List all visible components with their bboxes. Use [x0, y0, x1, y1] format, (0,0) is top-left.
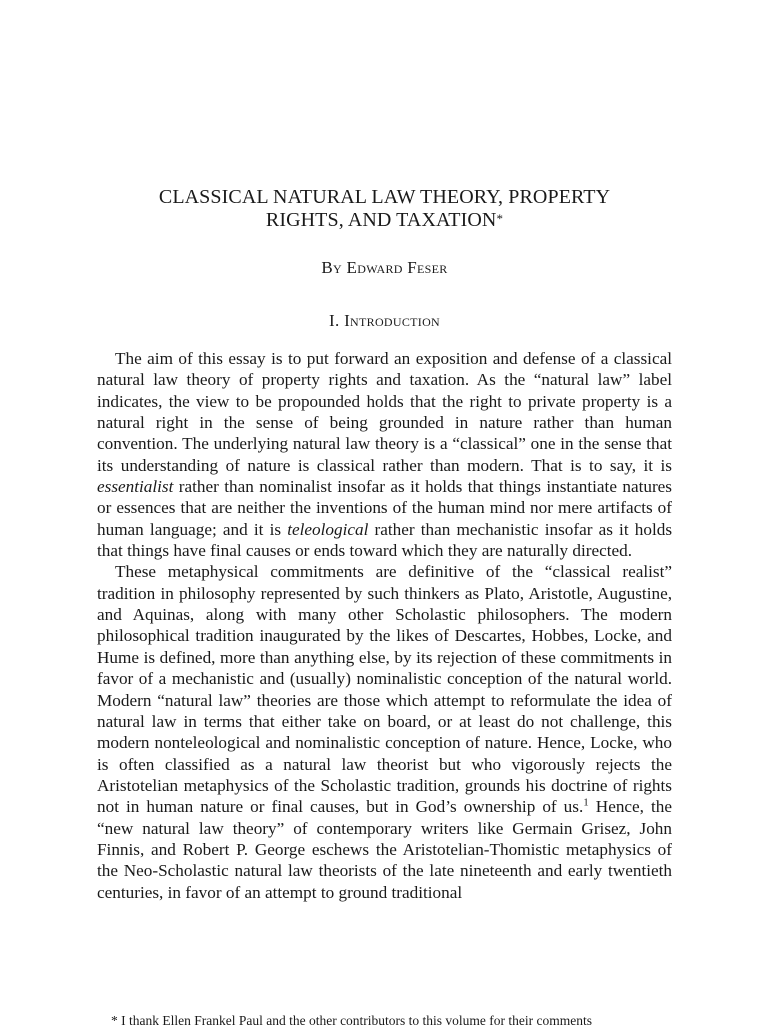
section-number: I.	[329, 311, 340, 330]
footnote-ref-1[interactable]: 1	[583, 796, 589, 809]
paragraph-1-text-c: rather than mechanistic insofar as it holds that things have final causes or ends toward which they are naturally directed.	[97, 519, 673, 561]
title-line-2	[97, 209, 672, 232]
paragraph-2-text-a: These metaphysical commitments are definitive of the “classical realist” tradition in philosophy represented by such thinkers as Plato, Aristotle, Augustine, and Aquinas, along with many other Scholastic philosophers. The modern philosophical tradition inaugurated by the likes of Descartes, Hobbes, Locke, and Hume is defined, more than anything else, by its rejection of these commitments in favor of a mechanistic and (usually) nominalistic conception of the natural world. Modern “natural law” theories are those which attempt to reformulate the idea of natural law in terms that either take on board, or at least do not challenge, this modern nonteleological and nominalistic conception of nature. Hence, Locke, who is often classified as a natural law theorist but who vigorously rejects the Aristotelian metaphysics of the Scholastic tradition, grounds his doctrine of rights not in human nature or final causes, but in God’s ownership of us.	[97, 562, 672, 817]
paragraph-2	[97, 561, 672, 903]
title-line-1: CLASSICAL NATURAL LAW THEORY, PROPERTY	[158, 186, 611, 208]
body-text	[97, 348, 672, 903]
title-footnote-marker[interactable]: *	[496, 211, 504, 226]
paragraph-2-text-b: Hence, the “new natural law theory” of contemporary writers like Germain Grisez, John Finnis, and Robert P. George eschews the Aristotelian-Thomistic metaphysics of the Neo-Scholastic natural law theorists of the late nineteenth and early twentieth centuries, in favor of an attempt to ground traditional	[97, 797, 673, 902]
paragraph-1-text-b: rather than nominalist insofar as it holds that things instantiate natures or essences that are neither the inventions of the human mind nor mere artifacts of human language; and it is	[97, 477, 672, 539]
italic-teleological: teleological	[287, 519, 369, 539]
paragraph-1	[97, 348, 672, 561]
author-byline: By Edward Feser	[321, 258, 448, 277]
title-line-2-text: RIGHTS, AND TAXATION	[265, 209, 497, 231]
section-title: Introduction	[344, 311, 440, 330]
footnote-marker: *	[111, 1013, 118, 1028]
footnote-text: I thank Ellen Frankel Paul and the other contributors to this volume for their comments	[117, 1013, 593, 1028]
italic-essentialist: essentialist	[97, 477, 174, 497]
section-heading	[97, 311, 672, 331]
footnote	[111, 1013, 672, 1029]
article-title	[97, 186, 672, 232]
paragraph-1-text-a: The aim of this essay is to put forward an exposition and defense of a classical natural law theory of property rights and taxation. As the “natural law” label indicates, the view to be propounded holds that the right to private property is a natural right in the sense of being grounded in nature rather than human convention. The underlying natural law theory is a “classical” one in the sense that its understanding of nature is classical rather than modern. That is to say, it is	[97, 349, 672, 475]
